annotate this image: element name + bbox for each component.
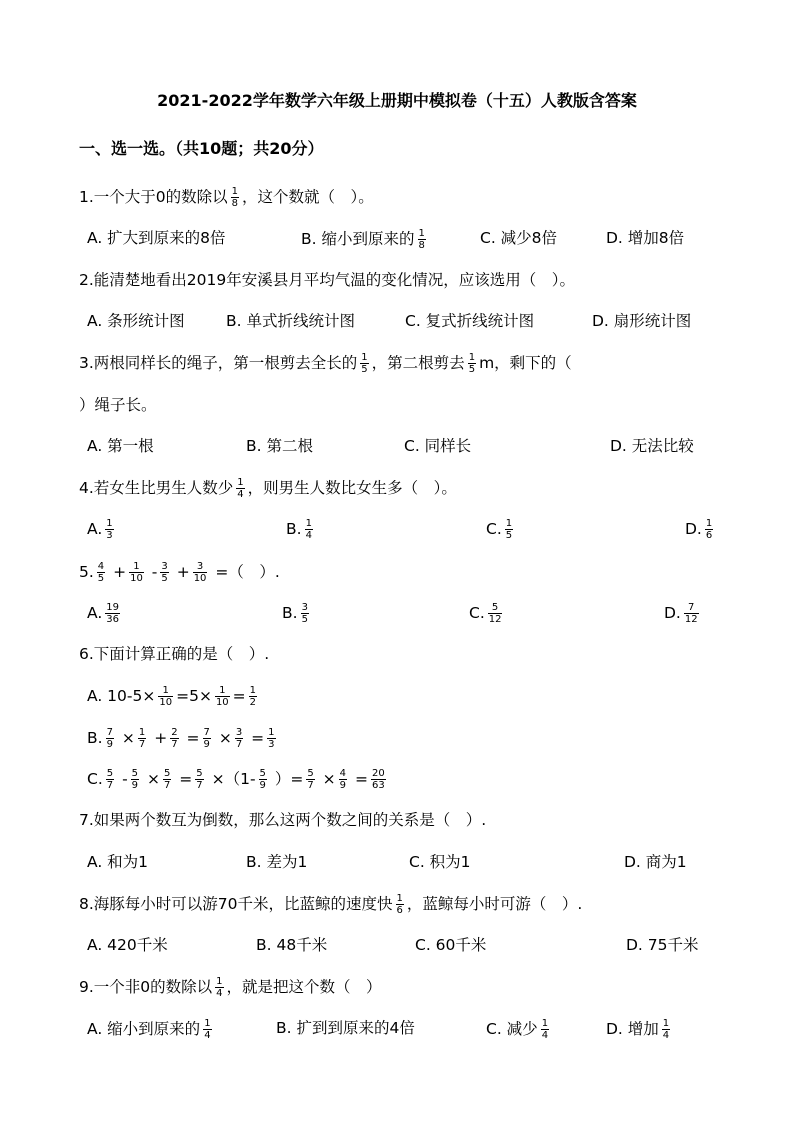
q4-fraction	[236, 477, 244, 500]
fraction	[138, 727, 146, 750]
numerator: 5	[259, 768, 266, 779]
numerator: 4	[339, 768, 347, 779]
denominator: 8	[231, 198, 239, 209]
q1-option-b-text: B. 缩小到原来的	[301, 230, 415, 248]
q2-option-a: A. 条形统计图	[87, 312, 185, 330]
fraction	[215, 685, 230, 708]
numerator: 1	[138, 727, 146, 738]
numerator: 1	[237, 477, 244, 488]
numerator: 1	[705, 518, 713, 529]
q4-option-a-fraction	[105, 518, 113, 541]
numerator: 3	[196, 561, 204, 572]
denominator: 7	[171, 739, 178, 750]
numerator: 1	[468, 352, 476, 363]
operator: ×（1-	[211, 770, 256, 788]
q1-stem-pre: 1.一个大于0的数除以	[79, 188, 228, 206]
numerator: 5	[196, 768, 203, 779]
operator: -	[122, 770, 128, 788]
q6-option-c	[87, 768, 389, 791]
numerator: 1	[106, 518, 113, 529]
denominator: 10	[130, 573, 143, 584]
fraction	[106, 768, 114, 791]
q8-option-b: B. 48千米	[256, 936, 328, 954]
q8-fraction	[396, 893, 404, 916]
denominator: 5	[161, 573, 168, 584]
q9-fraction	[215, 976, 223, 999]
q5-option-d-fraction	[684, 602, 699, 625]
q5-option-b-fraction	[301, 602, 309, 625]
operator: +	[154, 729, 168, 747]
q8-stem-pre: 8.海豚每小时可以游70千米，比蓝鲸的速度快	[79, 895, 393, 913]
q4-stem-pre: 4.若女生比男生人数少	[79, 479, 234, 497]
q3-stem-pre: 3.两根同样长的绳子，第一根剪去全长的	[79, 354, 358, 372]
operator: ×	[146, 770, 160, 788]
q9-option-c	[486, 1018, 552, 1041]
numerator: 1	[505, 518, 513, 529]
q1-option-b-fraction	[418, 228, 426, 251]
operator: =	[354, 770, 368, 788]
q3-option-c: C. 同样长	[404, 437, 472, 455]
q6-a-text: A. 10-5×	[87, 687, 156, 705]
numerator: 1	[231, 186, 239, 197]
denominator: 10	[215, 697, 229, 708]
numerator: 1	[162, 685, 169, 696]
numerator: 1	[361, 352, 368, 363]
question-3	[79, 352, 572, 375]
numerator: 1	[219, 685, 226, 696]
numerator: 1	[418, 228, 425, 239]
q5-option-a-label: A.	[87, 604, 103, 622]
q7-option-a: A. 和为1	[87, 853, 149, 871]
numerator: 1	[204, 1018, 211, 1029]
q9-option-a-fraction	[203, 1018, 211, 1041]
operator: =	[179, 770, 193, 788]
q1-fraction	[231, 186, 239, 209]
denominator: 10	[159, 697, 173, 708]
operator: ）=	[274, 770, 304, 788]
question-1	[79, 186, 374, 209]
numerator: 5	[491, 602, 499, 613]
question-5	[79, 561, 280, 584]
numerator: 20	[371, 768, 385, 779]
q3-fraction-1	[360, 352, 368, 375]
q5-option-a-fraction	[105, 602, 120, 625]
numerator: 1	[216, 976, 223, 987]
q2-option-b: B. 单式折线统计图	[226, 312, 355, 330]
q5-option-d	[664, 602, 702, 625]
question-7: 7.如果两个数互为倒数，那么这两个数之间的关系是（ ）.	[79, 811, 487, 829]
denominator: 7	[235, 739, 243, 750]
q5-option-c	[469, 602, 505, 625]
denominator: 10	[193, 573, 207, 584]
operator: ×	[218, 729, 232, 747]
denominator: 5	[361, 364, 368, 375]
denominator: 12	[488, 614, 502, 625]
q5-option-d-label: D.	[664, 604, 681, 622]
denominator: 7	[138, 739, 146, 750]
denominator: 7	[307, 780, 314, 791]
denominator: 5	[301, 614, 308, 625]
numerator: 3	[301, 602, 308, 613]
denominator: 4	[216, 988, 223, 999]
q4-option-d-fraction	[705, 518, 713, 541]
numerator: 7	[203, 727, 210, 738]
q9-option-c-text: C. 减少	[486, 1020, 538, 1038]
q1-option-a: A. 扩大到原来的8倍	[87, 229, 226, 247]
q3-option-a: A. 第一根	[87, 437, 154, 455]
denominator: 2	[249, 697, 257, 708]
operator: =	[232, 687, 246, 705]
q5-option-b-label: B.	[282, 604, 298, 622]
operator: -	[151, 563, 158, 581]
numerator: 1	[268, 727, 275, 738]
numerator: 1	[305, 518, 312, 529]
q2-option-c: C. 复式折线统计图	[405, 312, 535, 330]
fraction	[259, 768, 267, 791]
q7-option-b: B. 差为1	[246, 853, 308, 871]
q1-option-d: D. 增加8倍	[606, 229, 685, 247]
numerator: 1	[662, 1018, 670, 1029]
fraction	[158, 685, 173, 708]
fraction	[170, 727, 178, 750]
q9-stem-pre: 9.一个非0的数除以	[79, 978, 213, 996]
q3-option-b: B. 第二根	[246, 437, 313, 455]
numerator: 1	[133, 561, 140, 572]
q4-option-c	[486, 518, 516, 541]
q3-stem-line2: ）绳子长。	[79, 396, 157, 414]
denominator: 9	[106, 739, 113, 750]
q5-option-a	[87, 602, 123, 625]
numerator: 3	[161, 561, 168, 572]
numerator: 2	[171, 727, 178, 738]
q6-c-label: C.	[87, 770, 103, 788]
q8-option-a: A. 420千米	[87, 936, 168, 954]
q9-stem-post: ，就是把这个数（ ）	[226, 978, 382, 996]
numerator: 5	[307, 768, 314, 779]
question-6: 6.下面计算正确的是（ ）.	[79, 645, 270, 663]
section-heading: 一、选一选。（共10题；共20分）	[79, 139, 324, 158]
q3-fraction-2	[468, 352, 476, 375]
q2-option-d: D. 扇形统计图	[592, 312, 692, 330]
fraction	[249, 685, 257, 708]
denominator: 4	[305, 530, 312, 541]
fraction	[371, 768, 386, 791]
q4-option-b-label: B.	[286, 520, 302, 538]
denominator: 36	[106, 614, 119, 625]
q4-option-d-label: D.	[685, 520, 702, 538]
q6-option-a	[87, 685, 260, 708]
denominator: 8	[418, 240, 425, 251]
denominator: 6	[396, 905, 403, 916]
q8-stem-post: ，蓝鲸每小时可游（ ）.	[406, 895, 583, 913]
q1-option-b	[301, 228, 429, 251]
numerator: 7	[688, 602, 695, 613]
operator: =	[186, 729, 200, 747]
denominator: 7	[163, 780, 171, 791]
numerator: 5	[163, 768, 171, 779]
operator: +	[176, 563, 190, 581]
fraction	[106, 727, 114, 750]
q9-option-a	[87, 1018, 215, 1041]
question-4	[79, 477, 457, 500]
q1-option-c: C. 减少8倍	[480, 229, 558, 247]
operator: ×	[121, 729, 135, 747]
q5-fraction-2	[129, 561, 144, 584]
q5-fraction-3	[160, 561, 168, 584]
question-2: 2.能清楚地看出2019年安溪县月平均气温的变化情况，应该选用（ ）。	[79, 271, 575, 289]
numerator: 1	[249, 685, 257, 696]
page-title: 2021-2022学年数学六年级上册期中模拟卷（十五）人教版含答案	[157, 91, 637, 110]
denominator: 7	[106, 780, 114, 791]
denominator: 12	[684, 614, 698, 625]
q6-b-label: B.	[87, 729, 103, 747]
denominator: 4	[237, 489, 244, 500]
fraction	[267, 727, 275, 750]
q3-stem-post: m，剩下的（	[479, 354, 572, 372]
denominator: 4	[662, 1030, 670, 1041]
q7-option-d: D. 商为1	[624, 853, 687, 871]
q5-option-c-label: C.	[469, 604, 485, 622]
denominator: 6	[705, 530, 713, 541]
numerator: 1	[396, 893, 403, 904]
q7-option-c: C. 积为1	[409, 853, 471, 871]
q5-fraction-1	[97, 561, 105, 584]
fraction	[163, 768, 171, 791]
denominator: 4	[204, 1030, 211, 1041]
denominator: 7	[196, 780, 203, 791]
q9-option-a-text: A. 缩小到原来的	[87, 1020, 201, 1038]
operator: =	[251, 729, 265, 747]
numerator: 5	[131, 768, 139, 779]
q9-option-d-fraction	[662, 1018, 670, 1041]
question-8	[79, 893, 582, 916]
denominator: 9	[203, 739, 210, 750]
numerator: 19	[106, 602, 119, 613]
denominator: 5	[97, 573, 105, 584]
q5-option-c-fraction	[488, 602, 503, 625]
denominator: 3	[268, 739, 275, 750]
fraction	[131, 768, 139, 791]
numerator: 5	[106, 768, 114, 779]
q3-option-d: D. 无法比较	[610, 437, 694, 455]
numerator: 1	[541, 1018, 549, 1029]
q4-option-b-fraction	[305, 518, 313, 541]
q1-stem-post: ，这个数就（ ）。	[242, 188, 374, 206]
numerator: 4	[97, 561, 105, 572]
q9-option-d-text: D. 增加	[606, 1020, 659, 1038]
q5-stem-post: =（ ）.	[215, 563, 280, 581]
denominator: 63	[371, 780, 385, 791]
q5-number: 5.	[79, 563, 94, 581]
denominator: 5	[468, 364, 476, 375]
q4-option-a-label: A.	[87, 520, 103, 538]
fraction	[339, 768, 347, 791]
operator: +	[113, 563, 127, 581]
fraction	[306, 768, 314, 791]
fraction	[235, 727, 243, 750]
denominator: 9	[131, 780, 139, 791]
q4-option-b	[286, 518, 316, 541]
denominator: 5	[505, 530, 513, 541]
q5-fraction-4	[193, 561, 208, 584]
denominator: 9	[339, 780, 347, 791]
q8-option-c: C. 60千米	[415, 936, 487, 954]
q4-option-c-fraction	[505, 518, 513, 541]
q4-option-d	[685, 518, 716, 541]
denominator: 3	[106, 530, 113, 541]
q4-stem-post: ，则男生人数比女生多（ ）。	[247, 479, 457, 497]
numerator: 7	[106, 727, 113, 738]
q4-option-c-label: C.	[486, 520, 502, 538]
q6-option-b	[87, 727, 279, 750]
operator: =5×	[176, 687, 212, 705]
numerator: 3	[235, 727, 243, 738]
q9-option-d	[606, 1018, 673, 1041]
q9-option-c-fraction	[541, 1018, 549, 1041]
denominator: 4	[541, 1030, 549, 1041]
denominator: 9	[259, 780, 266, 791]
q8-option-d: D. 75千米	[626, 936, 699, 954]
question-9	[79, 976, 382, 999]
fraction	[203, 727, 211, 750]
q3-stem-mid: ，第二根剪去	[371, 354, 465, 372]
operator: ×	[322, 770, 336, 788]
q5-option-b	[282, 602, 312, 625]
q4-option-a	[87, 518, 117, 541]
fraction	[195, 768, 203, 791]
q9-option-b: B. 扩到到原来的4倍	[276, 1019, 415, 1037]
